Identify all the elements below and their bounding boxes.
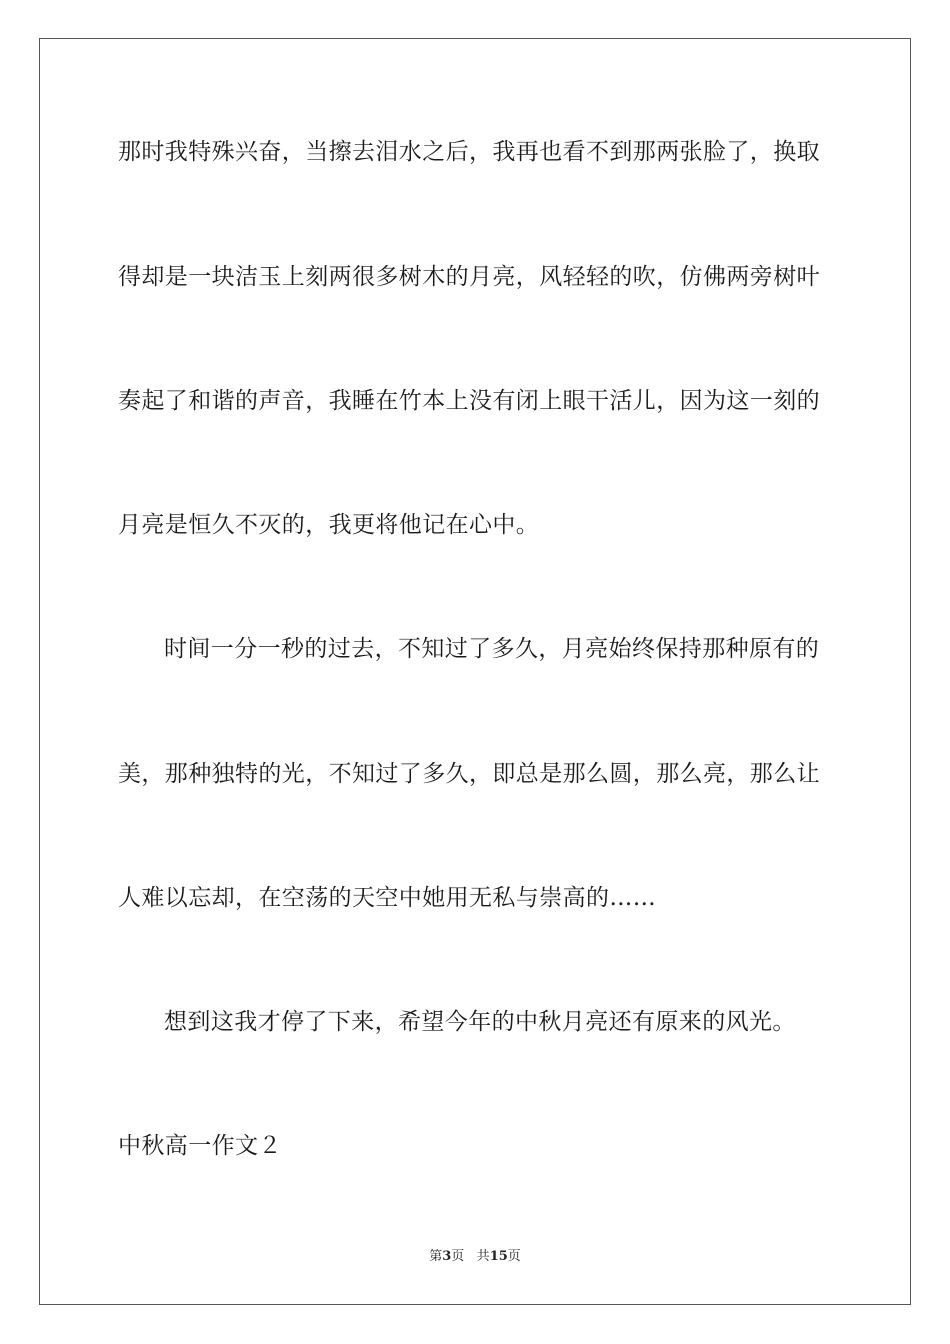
paragraph-line-1: 那时我特殊兴奋，当擦去泪水之后，我再也看不到那两张脸了，换取 — [118, 139, 820, 165]
footer-total-prefix: 共 — [476, 1249, 490, 1264]
footer-page-prefix: 第 — [429, 1249, 443, 1264]
paragraph-line-8: 想到这我才停了下来，希望今年的中秋月亮还有原来的风光。 — [164, 1009, 796, 1035]
paragraph-line-4: 月亮是恒久不灭的，我更将他记在心中。 — [118, 512, 540, 538]
page-footer — [0, 1248, 950, 1266]
section-heading: 中秋高一作文２ — [118, 1133, 282, 1159]
footer-total-suffix: 页 — [507, 1249, 521, 1264]
paragraph-line-2: 得却是一块洁玉上刻两很多树木的月亮，风轻轻的吹，仿佛两旁树叶 — [118, 264, 820, 290]
footer-page-suffix: 页 — [451, 1249, 465, 1264]
footer-page-number: 3 — [442, 1249, 452, 1264]
paragraph-line-6: 美，那种独特的光，不知过了多久，即总是那么圆，那么亮，那么让 — [118, 761, 820, 787]
paragraph-line-5: 时间一分一秒的过去，不知过了多久，月亮始终保持那种原有的 — [164, 636, 820, 662]
page-border — [39, 38, 911, 1305]
paragraph-line-3: 奏起了和谐的声音，我睡在竹本上没有闭上眼干活儿，因为这一刻的 — [118, 388, 820, 414]
paragraph-line-7: 人难以忘却，在空荡的天空中她用无私与崇高的…… — [118, 885, 657, 911]
footer-total-pages: 15 — [489, 1249, 508, 1264]
